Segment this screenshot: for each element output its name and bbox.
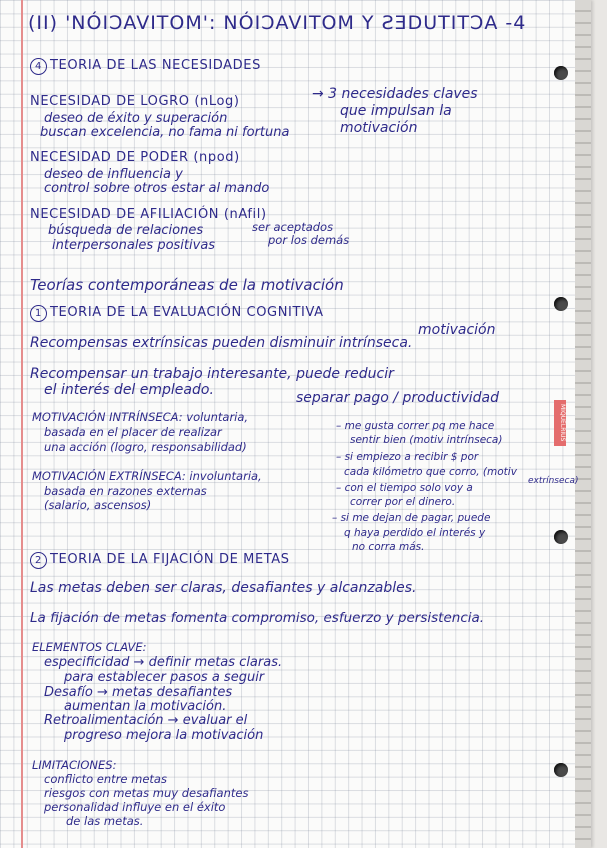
body-line: La fijación de metas fomenta compromiso, esfuerzo y persistencia. bbox=[30, 610, 485, 626]
side-note: ser aceptados bbox=[252, 220, 334, 234]
side-note: que impulsan la bbox=[340, 103, 452, 119]
key-elements-title: ELEMENTOS CLAVE: bbox=[32, 640, 147, 654]
side-note: → 3 necesidades claves bbox=[312, 86, 478, 102]
side-note: por los demás bbox=[268, 233, 350, 247]
example-line: – si empiezo a recibir $ por bbox=[336, 451, 479, 463]
intrinsic-title: MOTIVACIÓN INTRÍNSECA: voluntaria, bbox=[32, 410, 249, 424]
body-line: Las metas deben ser claras, desafiantes y alcanzables. bbox=[30, 580, 417, 596]
binder-hole-icon bbox=[554, 530, 568, 544]
example-line: – si me dejan de pagar, puede bbox=[332, 512, 491, 524]
example-line: cada kilómetro que corro, (motiv bbox=[344, 466, 517, 478]
limitation-line: personalidad influye en el éxito bbox=[44, 800, 226, 814]
side-note: motivación bbox=[418, 322, 496, 338]
extrinsic-title: MOTIVACIÓN EXTRÍNSECA: involuntaria, bbox=[32, 469, 262, 483]
need-achievement-line: deseo de éxito y superación bbox=[44, 111, 228, 126]
key-element-line: aumentan la motivación. bbox=[64, 699, 227, 714]
example-line: q haya perdido el interés y bbox=[344, 527, 486, 539]
body-line: el interés del empleado. bbox=[44, 382, 214, 398]
key-element-line: Desafío → metas desafiantes bbox=[44, 685, 233, 700]
body-line: Recompensar un trabajo interesante, puede reducir bbox=[30, 366, 394, 382]
limitation-line: conflicto entre metas bbox=[44, 772, 167, 786]
example-line: – con el tiempo solo voy a bbox=[336, 482, 473, 494]
need-affiliation-line: búsqueda de relaciones bbox=[48, 223, 204, 238]
binder-hole-icon bbox=[554, 763, 568, 777]
binder-hole-icon bbox=[554, 66, 568, 80]
extrinsic-line: (salario, ascensos) bbox=[44, 498, 152, 512]
body-line: Recompensas extrínsicas pueden disminuir intrínseca. bbox=[30, 335, 413, 351]
example-line: no corra más. bbox=[352, 541, 425, 553]
example-line: extrínseca) bbox=[528, 476, 579, 486]
intrinsic-line: una acción (logro, responsabilidad) bbox=[44, 440, 247, 454]
key-element-line: Retroalimentación → evaluar el bbox=[44, 713, 248, 728]
need-affiliation-line: interpersonales positivas bbox=[52, 238, 216, 253]
example-line: sentir bien (motiv intrínseca) bbox=[350, 434, 503, 446]
page-title: (II) 'NÓIƆAVITOM': NÓIƆAVITOM Y ƧƎDUTITƆA -4 bbox=[28, 12, 527, 34]
side-note: separar pago / productividad bbox=[296, 390, 500, 406]
need-power-line: control sobre otros estar al mando bbox=[44, 181, 270, 196]
extrinsic-line: basada en razones externas bbox=[44, 484, 207, 498]
section-heading-cognitive: 1 TEORIA DE LA EVALUACIÓN COGNITIVA bbox=[30, 305, 324, 322]
limitation-line: riesgos con metas muy desafiantes bbox=[44, 786, 249, 800]
example-line: correr por el dinero. bbox=[350, 496, 456, 508]
need-power-title: NECESIDAD DE PODER (npod) bbox=[30, 150, 240, 165]
need-affiliation-title: NECESIDAD DE AFILIACIÓN (nAfil) bbox=[30, 207, 267, 222]
need-achievement-title: NECESIDAD DE LOGRO (nLog) bbox=[30, 94, 240, 109]
need-achievement-line: buscan excelencia, no fama ni fortuna bbox=[40, 125, 290, 140]
binder-hole-icon bbox=[554, 297, 568, 311]
need-power-line: deseo de influencia y bbox=[44, 167, 183, 182]
perforated-edge bbox=[575, 0, 591, 848]
section-heading-goals: 2 TEORIA DE LA FIJACIÓN DE METAS bbox=[30, 552, 290, 569]
key-element-line: para establecer pasos a seguir bbox=[64, 670, 265, 685]
section-heading-needs: 4 TEORIA DE LAS NECESIDADES bbox=[30, 58, 261, 75]
limitation-line: de las metas. bbox=[66, 814, 144, 828]
margin-line bbox=[21, 0, 23, 848]
key-element-line: progreso mejora la motivación bbox=[64, 728, 264, 743]
side-note: motivación bbox=[340, 120, 418, 136]
key-element-line: especificidad → definir metas claras. bbox=[44, 655, 283, 670]
contemporary-heading: Teorías contemporáneas de la motivación bbox=[30, 276, 344, 294]
limitations-title: LIMITACIONES: bbox=[32, 758, 117, 772]
brand-tab: MIQUELRIUS bbox=[554, 400, 566, 446]
intrinsic-line: basada en el placer de realizar bbox=[44, 425, 222, 439]
example-line: – me gusta correr pq me hace bbox=[336, 420, 495, 432]
